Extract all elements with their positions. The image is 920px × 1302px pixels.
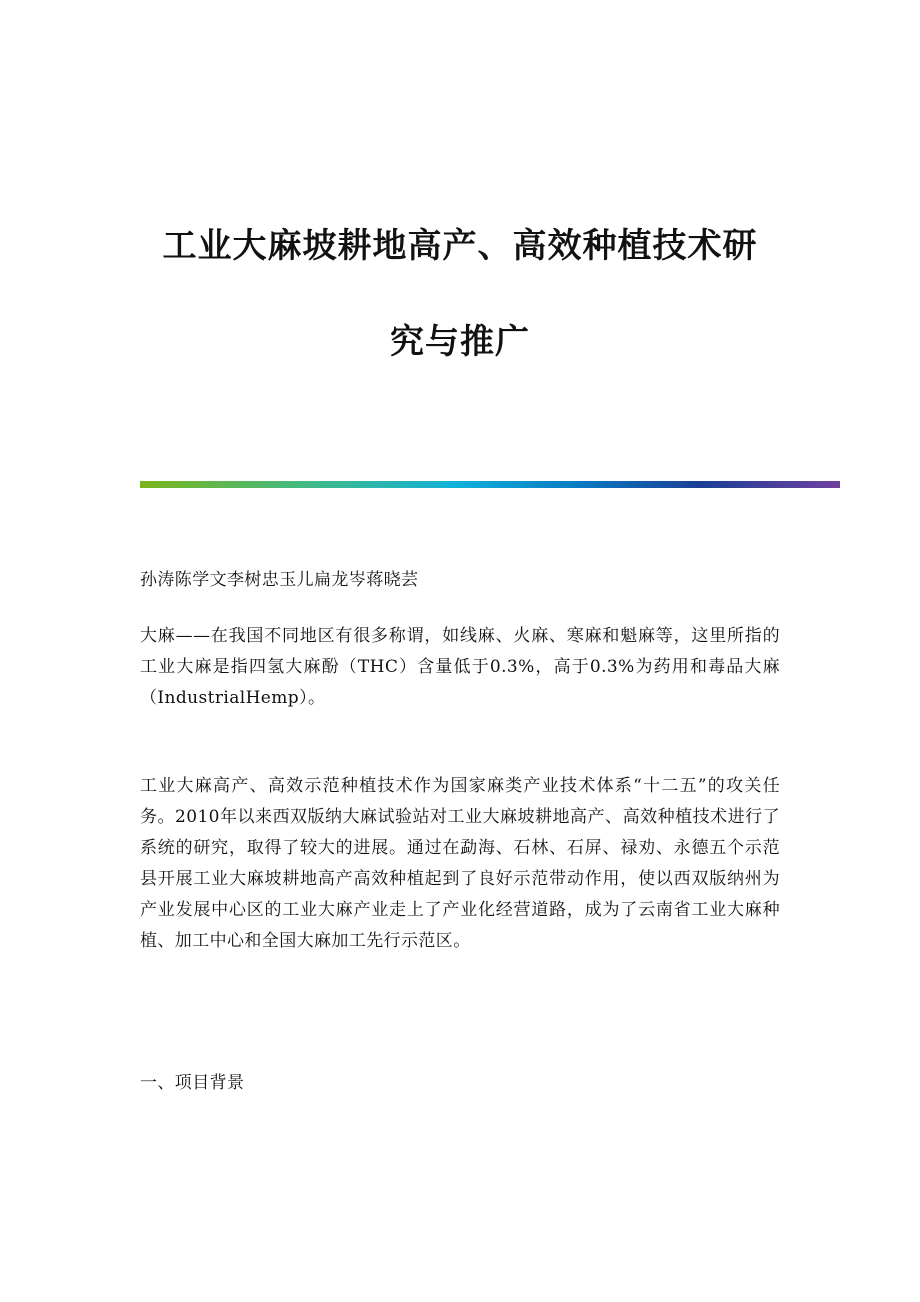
paragraph-2: 工业大麻高产、高效示范种植技术作为国家麻类产业技术体系“十二五”的攻关任务。2010年以来西双版纳大麻试验站对工业大麻坡耕地高产、高效种植技术进行了系统的研究，取得了较大的进展。通过在勐海、石林、石屏、禄劝、永德五个示范县开展工业大麻坡耕地高产高效种植起到了良好示范带动作用，使以西双版纳州为产业发展中心区的工业大麻产业走上了产业化经营道路，成为了云南省工业大麻种植、加工中心和全国大麻加工先行示范区。 bbox=[140, 776, 780, 951]
document-title-line-2: 究与推广 bbox=[390, 322, 530, 362]
document-title-line-1: 工业大麻坡耕地高产、高效种植技术研 bbox=[162, 226, 758, 266]
section-heading: 一、项目背景 bbox=[140, 1073, 245, 1093]
authors: 孙涛陈学文李树忠玉儿扁龙岑蒋晓芸 bbox=[140, 570, 419, 590]
paragraph-1: 大麻——在我国不同地区有很多称谓，如线麻、火麻、寒麻和魁麻等，这里所指的工业大麻是指四氢大麻酚（THC）含量低于0.3%，高于0.3%为药用和毒品大麻（IndustrialHemp）。 bbox=[140, 626, 780, 708]
gradient-divider bbox=[140, 481, 840, 488]
